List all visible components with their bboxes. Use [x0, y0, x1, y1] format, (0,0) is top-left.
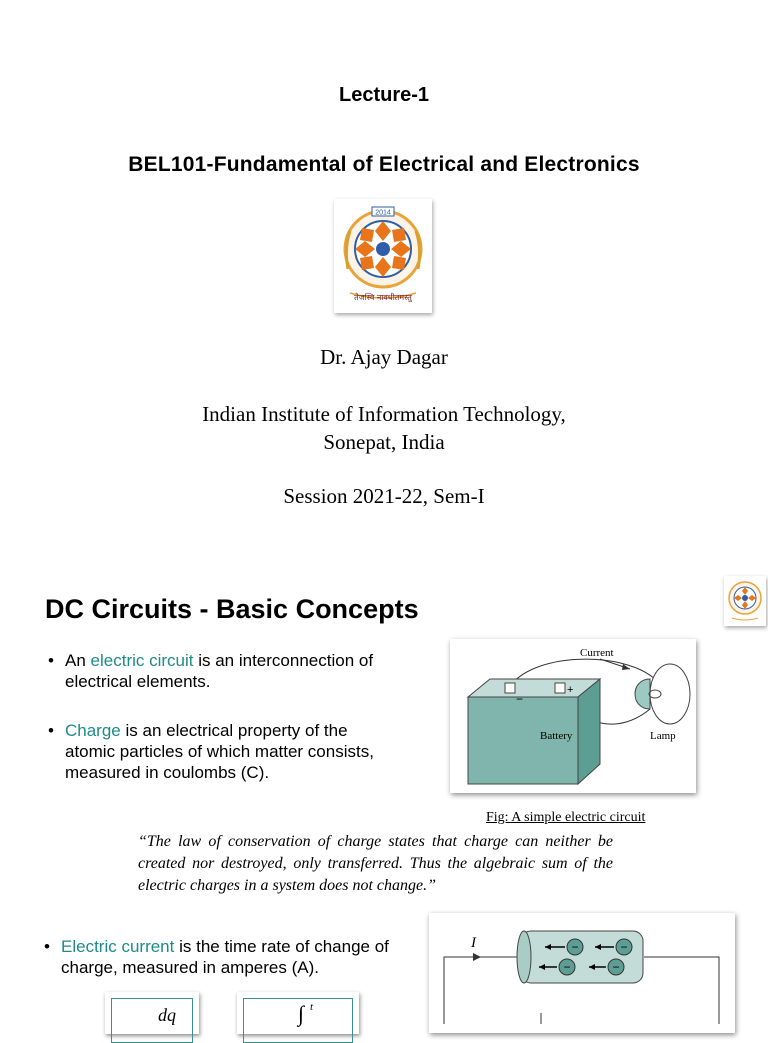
minus-terminal: −: [516, 692, 524, 706]
institute-seal-icon: [334, 199, 432, 313]
formula-charge-integral: ∫ t: [237, 992, 359, 1034]
formula-current-derivative: [105, 992, 199, 1034]
institute-line-2: Sonepat, India: [323, 430, 445, 454]
plus-terminal: +: [567, 684, 574, 696]
term-charge: Charge: [65, 721, 121, 740]
corner-logo: [724, 576, 766, 626]
course-title: BEL101-Fundamental of Electrical and Electronics: [128, 153, 640, 176]
lecture-number: Lecture-1: [338, 84, 430, 106]
svg-text:−: −: [612, 960, 620, 974]
current-symbol: I: [471, 935, 476, 951]
current-label: Current: [580, 647, 614, 659]
formula-dq: dq: [158, 1005, 176, 1025]
term-electric-current: Electric current: [61, 937, 175, 956]
figure-caption: Fig: A simple electric circuit: [486, 810, 646, 825]
term-electric-circuit: electric circuit: [90, 651, 194, 670]
svg-text:−: −: [563, 960, 571, 974]
logo-year: 2014: [375, 209, 391, 217]
figure-simple-circuit: [450, 639, 696, 793]
bullet-electric-circuit: • An electric circuit is an interconnection of electrical elements.: [48, 651, 374, 691]
author-name: Dr. Ajay Dagar: [320, 345, 448, 369]
session-label: Session 2021-22, Sem-I: [283, 484, 485, 508]
figure-current-conductor: [429, 913, 735, 1033]
bullet-electric-current: • Electric current is the time rate of change of charge, measured in amperes (A).: [44, 937, 389, 977]
svg-text:−: −: [571, 940, 579, 954]
institute-logo: [334, 199, 432, 313]
battery-label: Battery: [540, 730, 573, 742]
institute-line-1: Indian Institute of Information Technology,: [202, 402, 566, 426]
logo-motto: तेजस्वि नावधीतमस्तु: [354, 293, 412, 302]
bullet-charge: • Charge is an electrical property of the atomic particles of which matter consists, measured in coulombs (C).: [48, 721, 374, 782]
formula-upper-limit: t: [310, 1001, 314, 1013]
institute-name: [0, 400, 768, 456]
conservation-quote: “The law of conservation of charge states that charge can neither be created nor destroyed, only transferred. Thus the algebraic sum of the electric charges in a system does not change.”: [138, 833, 613, 894]
slide-title: DC Circuits - Basic Concepts: [45, 594, 419, 624]
institute-seal-icon: [724, 576, 766, 626]
svg-text:−: −: [620, 940, 628, 954]
lamp-label: Lamp: [650, 730, 676, 742]
